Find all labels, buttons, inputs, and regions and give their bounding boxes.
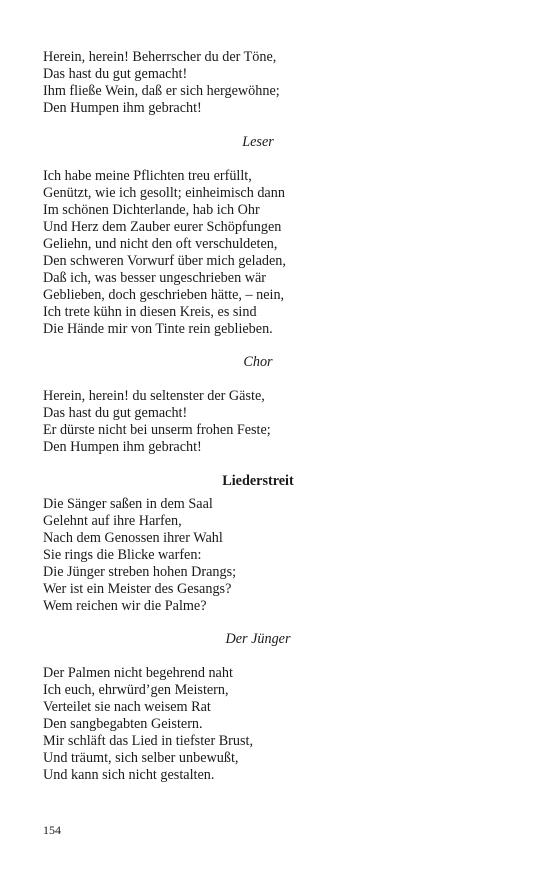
verse-line: Das hast du gut gemacht! — [43, 66, 188, 82]
speaker-chor: Chor — [243, 354, 273, 370]
verse-line: Den Humpen ihm gebracht! — [43, 100, 202, 116]
verse-line: Die Jünger streben hohen Drangs; — [43, 564, 237, 580]
poem-title: Liederstreit — [222, 473, 294, 489]
verse-line: Die Hände mir von Tinte rein geblieben. — [43, 321, 273, 337]
verse-line: Und kann sich nicht gestalten. — [43, 767, 215, 783]
stanza-liederstreit-intro — [43, 496, 473, 615]
speaker-leser: Leser — [242, 134, 274, 150]
verse-line: Ihm fließe Wein, daß er sich hergewöhne; — [43, 83, 280, 99]
verse-line: Herein, herein! Beherrscher du der Töne, — [43, 49, 277, 65]
verse-line: Und Herz dem Zauber eurer Schöpfungen — [43, 219, 282, 235]
verse-line: Gelehnt auf ihre Harfen, — [43, 513, 182, 529]
verse-line: Herein, herein! du seltenster der Gäste, — [43, 388, 265, 404]
verse-line: Wem reichen wir die Palme? — [43, 598, 207, 614]
verse-line: Sie rings die Blicke warfen: — [43, 547, 202, 563]
verse-line: Daß ich, was besser ungeschrieben wär — [43, 270, 266, 286]
verse-line: Der Palmen nicht begehrend naht — [43, 665, 233, 681]
verse-line: Nach dem Genossen ihrer Wahl — [43, 530, 223, 546]
verse-line: Die Sänger saßen in dem Saal — [43, 496, 213, 512]
verse-line: Im schönen Dichterlande, hab ich Ohr — [43, 202, 260, 218]
verse-line: Wer ist ein Meister des Gesangs? — [43, 581, 232, 597]
page-number: 154 — [43, 823, 61, 837]
stanza-chor-2 — [43, 388, 473, 456]
stanza-chor-1 — [43, 49, 473, 117]
verse-line: Und träumt, sich selber unbewußt, — [43, 750, 239, 766]
verse-line: Er dürste nicht bei unserm frohen Feste; — [43, 422, 271, 438]
verse-line: Den Humpen ihm gebracht! — [43, 439, 202, 455]
verse-line: Ich habe meine Pflichten treu erfüllt, — [43, 168, 252, 184]
verse-line: Mir schläft das Lied in tiefster Brust, — [43, 733, 254, 749]
stanza-leser — [43, 168, 473, 338]
verse-line: Das hast du gut gemacht! — [43, 405, 188, 421]
verse-line: Ich trete kühn in diesen Kreis, es sind — [43, 304, 257, 320]
verse-line: Verteilet sie nach weisem Rat — [43, 699, 211, 715]
verse-line: Ich euch, ehrwürd’gen Meistern, — [43, 682, 229, 698]
stanza-der-juenger — [43, 665, 473, 784]
verse-line: Geliehn, und nicht den oft verschuldeten, — [43, 236, 278, 252]
verse-line: Den schweren Vorwurf über mich geladen, — [43, 253, 286, 269]
verse-line: Den sangbegabten Geistern. — [43, 716, 203, 732]
verse-line: Genützt, wie ich gesollt; einheimisch dann — [43, 185, 285, 201]
page-body — [43, 49, 473, 784]
verse-line: Geblieben, doch geschrieben hätte, – nein, — [43, 287, 285, 303]
speaker-der-juenger: Der Jünger — [225, 631, 291, 647]
